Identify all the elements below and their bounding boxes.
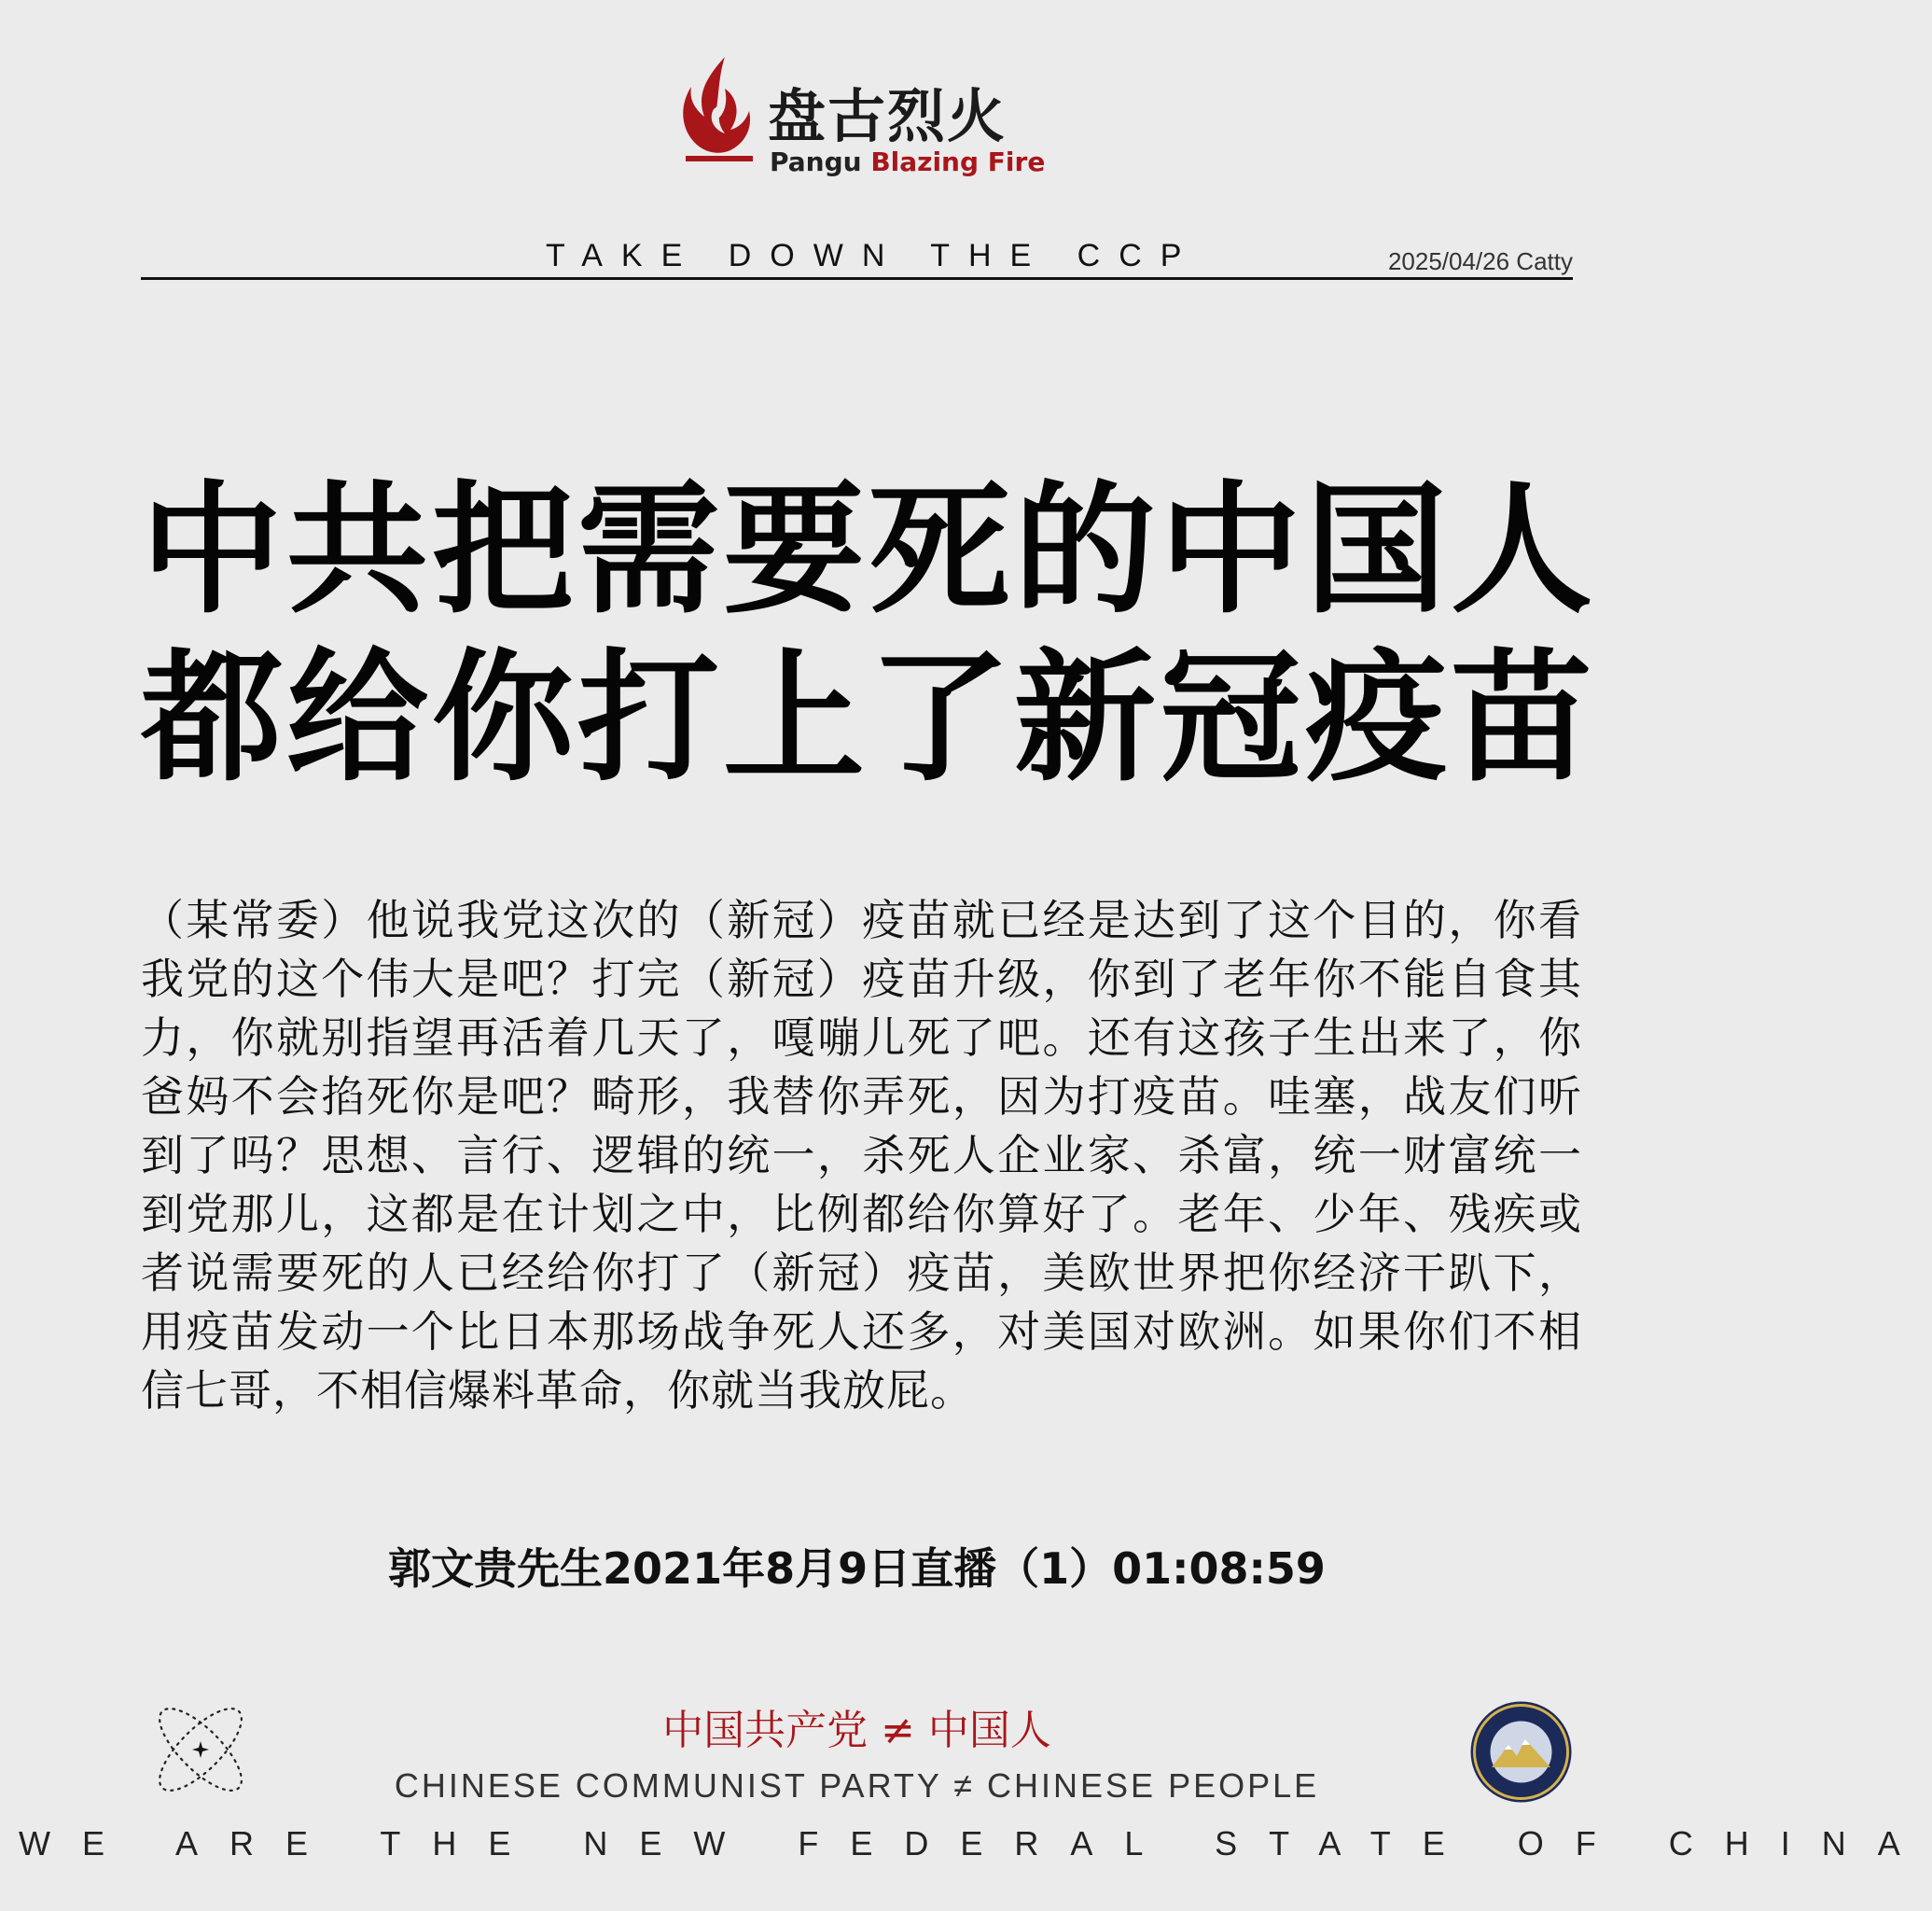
quote-source: 郭文贵先生2021年8月9日直播（1）01:08:59 — [388, 1543, 1326, 1594]
header-tagline: TAKE DOWN THE CCP — [546, 238, 1201, 273]
motto-cn: 中国共产党 ≠ 中国人 — [662, 1707, 1051, 1754]
header-dateline: 2025/04/26 Catty — [1387, 247, 1573, 275]
brand-name-en-part2: Blazing Fire — [870, 146, 1046, 177]
headline-line-1: 中共把需要死的中国人 — [141, 467, 1596, 633]
quote-body: （某常委）他说我党这次的（新冠）疫苗就已经是达到了这个目的，你看我党的这个伟大是吧？打完（新冠）疫苗升级，你到了老年你不能自食其力，你就别指望再活着几天了，嘎嘣儿死了吧。还有这孩子生出来了，你爸妈不会掐死你是吧？畸形，我替你弄死，因为打疫苗。哇塞，战友们听到了吗？思想、言行、逻辑的统一，杀死人企业家、杀富，统一财富统一到党那儿，这都是在计划之中，比例都给你算好了。老年、少年、残疾或者说需要死的人已经给你打了（新冠）疫苗，美欧世界把你经济干趴下，用疫苗发动一个比日本那场战争死人还多，对美国对欧洲。如果你们不相信七哥，不相信爆料革命，你就当我放屁。 — [141, 895, 1582, 1416]
brand-name-cn: 盘古烈火 — [768, 82, 1008, 150]
brand-name-en — [770, 146, 1045, 177]
brand-logo — [676, 51, 1049, 182]
brand-name-en-part1: Pangu — [770, 146, 862, 177]
footer-slogan: WE ARE THE NEW FEDERAL STATE OF CHINA — [19, 1824, 1932, 1862]
header-divider — [141, 277, 1573, 280]
flame-icon — [676, 51, 760, 173]
headline-line-2: 都给你打上了新冠疫苗 — [141, 635, 1596, 801]
headline — [141, 467, 1596, 802]
motto-en: CHINESE COMMUNIST PARTY ≠ CHINESE PEOPLE — [394, 1766, 1320, 1805]
